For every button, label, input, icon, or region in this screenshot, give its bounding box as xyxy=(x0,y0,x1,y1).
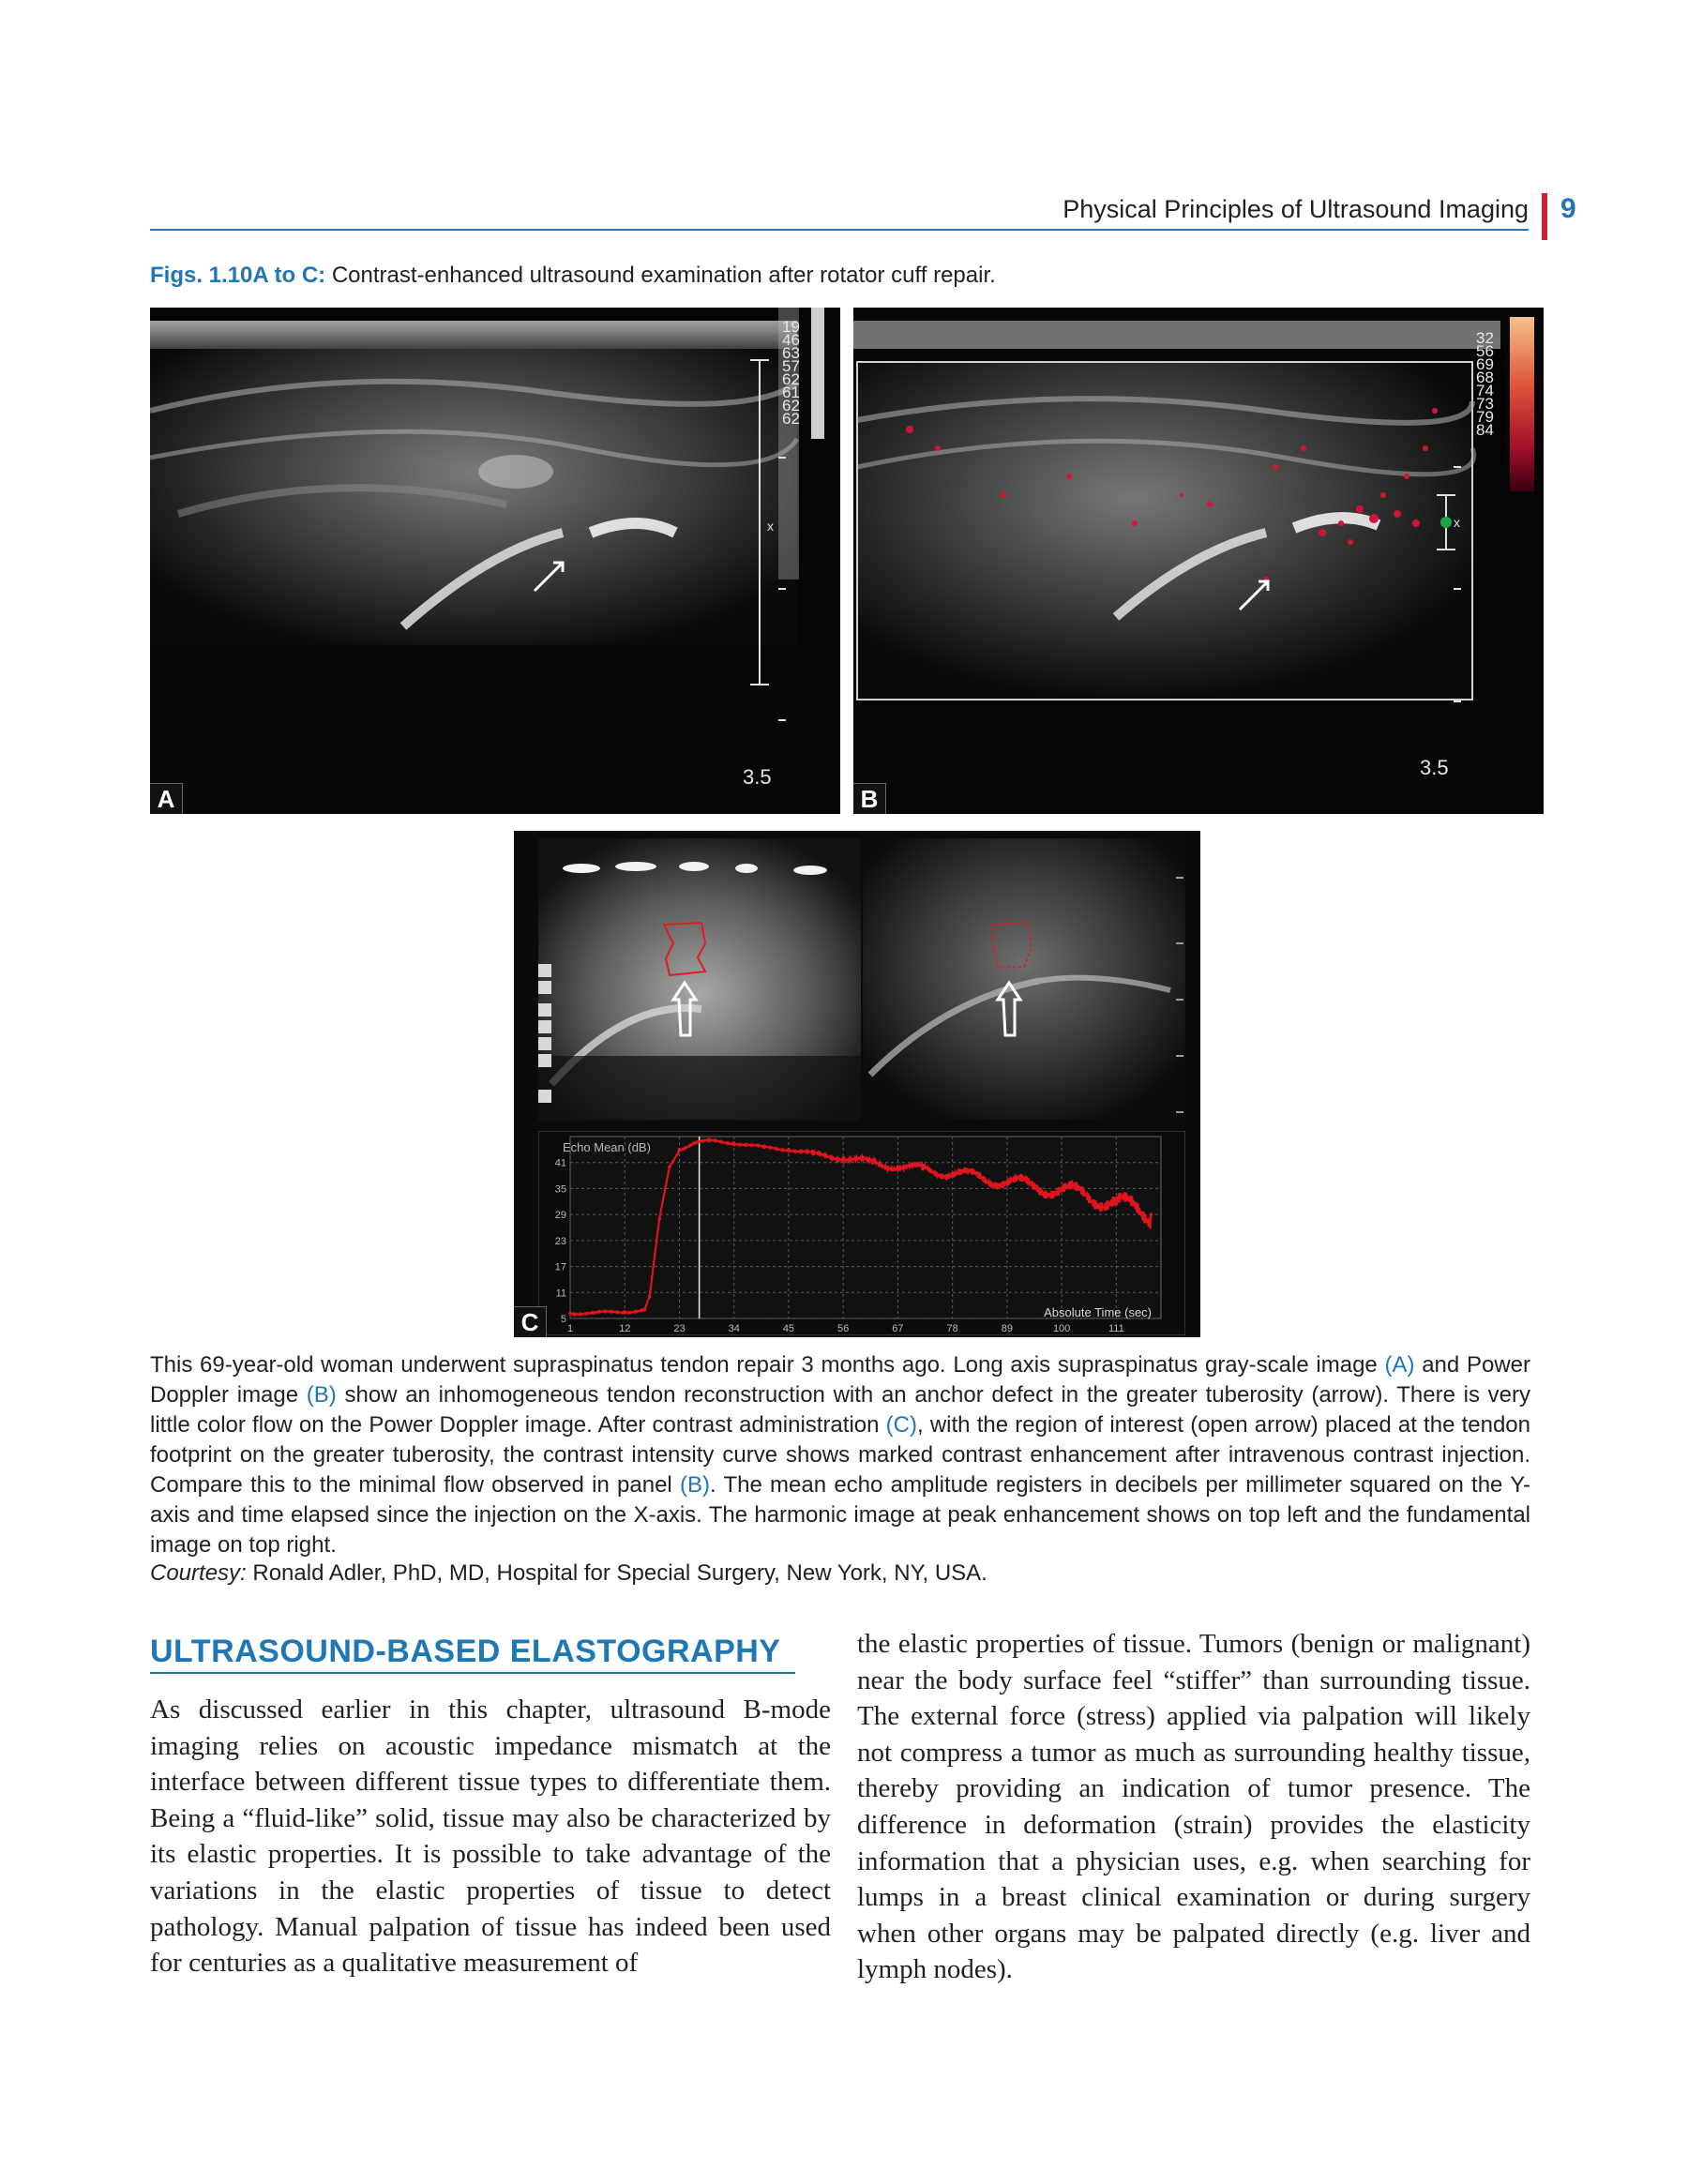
series-point xyxy=(657,1217,661,1221)
x-tick-label: 78 xyxy=(946,1323,958,1334)
scale-value: 19 xyxy=(782,318,800,336)
x-tick-label: 56 xyxy=(837,1323,850,1334)
depth-label: 3.5 xyxy=(1420,756,1449,779)
scale-value: 68 xyxy=(1476,369,1494,386)
caption-text: , with the region of interest (open arrow) placed at the tendon footprint on the greater tuberosity, the contrast intensity curve shows marked contrast enhancement after intravenous contrast injection. Compare this to the minimal flow observed in panel xyxy=(150,1412,1530,1498)
caption-text: and Power Doppler image xyxy=(150,1352,1530,1408)
scale-value: 57 xyxy=(782,357,800,375)
series-point xyxy=(1085,1194,1089,1197)
series-point xyxy=(643,1308,647,1312)
series-point xyxy=(568,1312,572,1316)
series-point xyxy=(981,1176,985,1180)
scale-value: 62 xyxy=(782,370,800,388)
scale-value: 73 xyxy=(1476,395,1494,413)
series-point xyxy=(732,1141,736,1145)
scale-value: 56 xyxy=(1476,342,1494,360)
series-point xyxy=(897,1166,900,1169)
y-tick-label: 41 xyxy=(554,1157,566,1169)
gray-scale-values xyxy=(782,318,810,428)
series-point xyxy=(951,1171,955,1175)
series-point xyxy=(707,1139,711,1143)
scale-value: 61 xyxy=(782,384,800,401)
x-tick-label: 1 xyxy=(566,1323,574,1334)
x-tick-label: 111 xyxy=(1108,1323,1124,1334)
scale-value: 62 xyxy=(782,397,800,414)
series-point xyxy=(693,1141,697,1145)
caption-text: This 69-year-old woman underwent supraspinatus tendon repair 3 months ago. Long axis supraspinatus gray-scale image xyxy=(150,1352,1385,1378)
series-point xyxy=(594,1311,597,1315)
page-number: 9 xyxy=(1560,193,1576,224)
series-point xyxy=(812,1152,816,1156)
y-tick-label: 11 xyxy=(555,1288,566,1300)
grayscale-ultrasound-image xyxy=(150,308,840,814)
series-point xyxy=(623,1310,626,1314)
series-point xyxy=(762,1146,766,1150)
power-doppler-image xyxy=(853,308,1544,814)
panel-letter-a: A xyxy=(150,783,183,814)
y-tick-label: 17 xyxy=(554,1261,566,1273)
series-point xyxy=(1150,1212,1153,1216)
panel-reference: (A) xyxy=(1384,1352,1415,1378)
series-point xyxy=(841,1156,845,1160)
y-tick-label: 5 xyxy=(560,1314,566,1325)
x-tick-label: 34 xyxy=(728,1323,740,1334)
y-tick-label: 23 xyxy=(554,1235,566,1247)
panel-reference: (B) xyxy=(306,1382,337,1408)
series-point xyxy=(648,1295,652,1299)
svg-text:x: x xyxy=(767,519,774,534)
scale-value: 62 xyxy=(782,410,800,428)
series-point xyxy=(1035,1184,1039,1188)
body-column-left: As discussed earlier in this chapter, ultrasound B-mode imaging relies on acoustic impedance mismatch at the interface between different tissue types to differentiate them. Being a “fluid-like” solid, tissue may also be characterized by its elastic properties. It is possible to take advantage of the variations in the elastic properties of tissue to detect pathology. Manual palpation of tissue has indeed been used for centuries as a qualitative measurement of xyxy=(150,1694,831,1979)
caption-text: show an inhomogeneous tendon reconstruction with an anchor defect in the greater tuberosity (arrow). There is very little color flow on the Power Doppler image. After contrast administration xyxy=(150,1382,1530,1438)
y-tick-label: 35 xyxy=(554,1183,566,1196)
series-point xyxy=(1115,1202,1119,1206)
series-point xyxy=(921,1167,925,1171)
panel-reference: (C) xyxy=(885,1412,917,1438)
scale-value: 63 xyxy=(782,344,800,362)
x-tick-label: 89 xyxy=(1001,1323,1014,1334)
depth-label: 3.5 xyxy=(743,765,772,789)
chart-y-axis-label: Echo Mean (dB) xyxy=(563,1140,651,1154)
series-point xyxy=(1005,1181,1009,1184)
scale-value: 84 xyxy=(1476,421,1494,439)
contrast-panel-c xyxy=(514,831,1200,1337)
figure-caption xyxy=(150,263,996,289)
series-point xyxy=(1060,1189,1063,1193)
chart-x-axis-label: Absolute Time (sec) xyxy=(1044,1305,1152,1319)
scale-value: 46 xyxy=(782,331,800,349)
panel-letter-c: C xyxy=(514,1306,547,1337)
scale-value: 69 xyxy=(1476,355,1494,373)
figure-description xyxy=(150,1350,1530,1560)
section-heading: ULTRASOUND-BASED ELASTOGRAPHY xyxy=(150,1634,795,1674)
panel-letter-b: B xyxy=(853,783,886,814)
panel-reference: (B) xyxy=(680,1472,710,1498)
x-tick-label: 45 xyxy=(782,1323,795,1334)
caption-text: . The mean echo amplitude registers in decibels per millimeter squared on the Y-axis and time elapsed since the injection on the X-axis. The harmonic image at peak enhancement shows on top left and the fundamental image on top right. xyxy=(150,1472,1530,1558)
figure-label: Figs. 1.10A to C: xyxy=(150,263,326,288)
series-point xyxy=(871,1161,875,1165)
courtesy-label: Courtesy: xyxy=(150,1560,247,1586)
figure-title: Contrast-enhanced ultrasound examination after rotator cuff repair. xyxy=(331,263,996,288)
scale-value: 74 xyxy=(1476,382,1494,399)
courtesy-line xyxy=(150,1560,987,1587)
series-point xyxy=(1135,1206,1138,1210)
x-tick-label: 12 xyxy=(619,1323,631,1334)
x-tick-label: 67 xyxy=(892,1323,904,1334)
header-accent-bar xyxy=(1542,193,1547,240)
svg-text:x: x xyxy=(1454,515,1460,530)
series-point xyxy=(787,1148,791,1152)
ultrasound-panel-a xyxy=(150,308,840,814)
scale-value: 79 xyxy=(1476,408,1494,426)
x-tick-label: 23 xyxy=(673,1323,686,1334)
series-point xyxy=(678,1148,682,1152)
series-point xyxy=(668,1166,671,1169)
scale-value: 32 xyxy=(1476,329,1494,347)
doppler-scale-values xyxy=(1476,329,1504,439)
y-tick-label: 29 xyxy=(554,1210,566,1222)
courtesy-text: Ronald Adler, PhD, MD, Hospital for Special Surgery, New York, NY, USA. xyxy=(246,1560,987,1586)
running-header xyxy=(150,188,1529,231)
ultrasound-panel-b xyxy=(853,308,1544,814)
body-column-right: the elastic properties of tissue. Tumors (benign or malignant) near the body surface feel “stiffer” than surrounding tissue. The external force (stress) applied via palpation will likely not compress a tumor as much as surrounding healthy tissue, thereby providing an indication of tumor presence. The difference in deformation (strain) provides the elasticity information that a physician uses, e.g. when searching for lumps in a breast clinical examination or during surgery when other organs may be palpated directly (e.g. liver and lymph nodes). xyxy=(857,1629,1530,1985)
x-tick-label: 100 xyxy=(1052,1323,1071,1334)
running-title: Physical Principles of Ultrasound Imaging xyxy=(1063,195,1529,223)
